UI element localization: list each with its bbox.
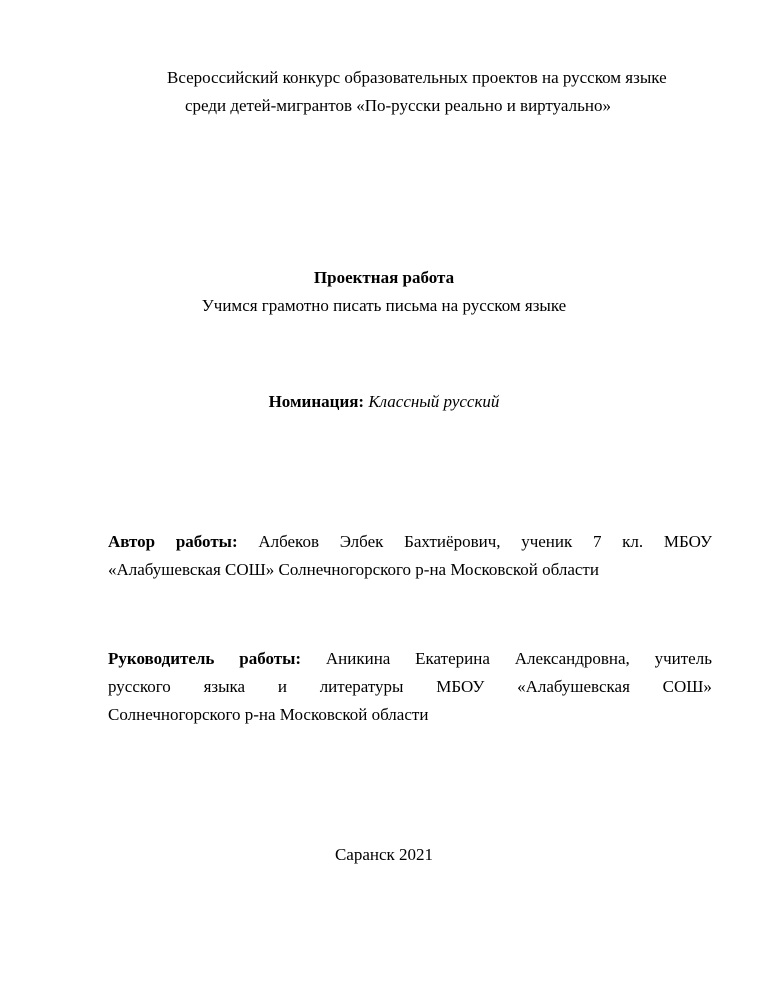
contest-title-line-2: среди детей-мигрантов «По-русски реально и виртуально» — [185, 96, 611, 115]
supervisor-line-3: Солнечногорского р-на Московской области — [108, 705, 429, 724]
supervisor-line-2: русского языка и литературы МБОУ «Алабушевская СОШ» — [108, 677, 712, 696]
author-line-1: Автор работы: Албеков Элбек Бахтиёрович, ученик 7 кл. МБОУ — [108, 532, 712, 551]
supervisor-line-1: Руководитель работы: Аникина Екатерина Александровна, учитель — [108, 649, 712, 668]
author-line-2: «Алабушевская СОШ» Солнечногорского р-на Московской области — [108, 560, 599, 579]
city-year: Саранск 2021 — [334, 845, 434, 864]
nomination-value: Классный русский — [368, 392, 500, 411]
project-title: Учимся грамотно писать письма на русском языке — [201, 296, 567, 315]
nomination-label: Номинация: — [268, 392, 365, 411]
project-heading: Проектная работа — [313, 268, 455, 287]
contest-title-line-1: Всероссийский конкурс образовательных проектов на русском языке — [167, 68, 667, 87]
nomination — [0, 392, 768, 412]
